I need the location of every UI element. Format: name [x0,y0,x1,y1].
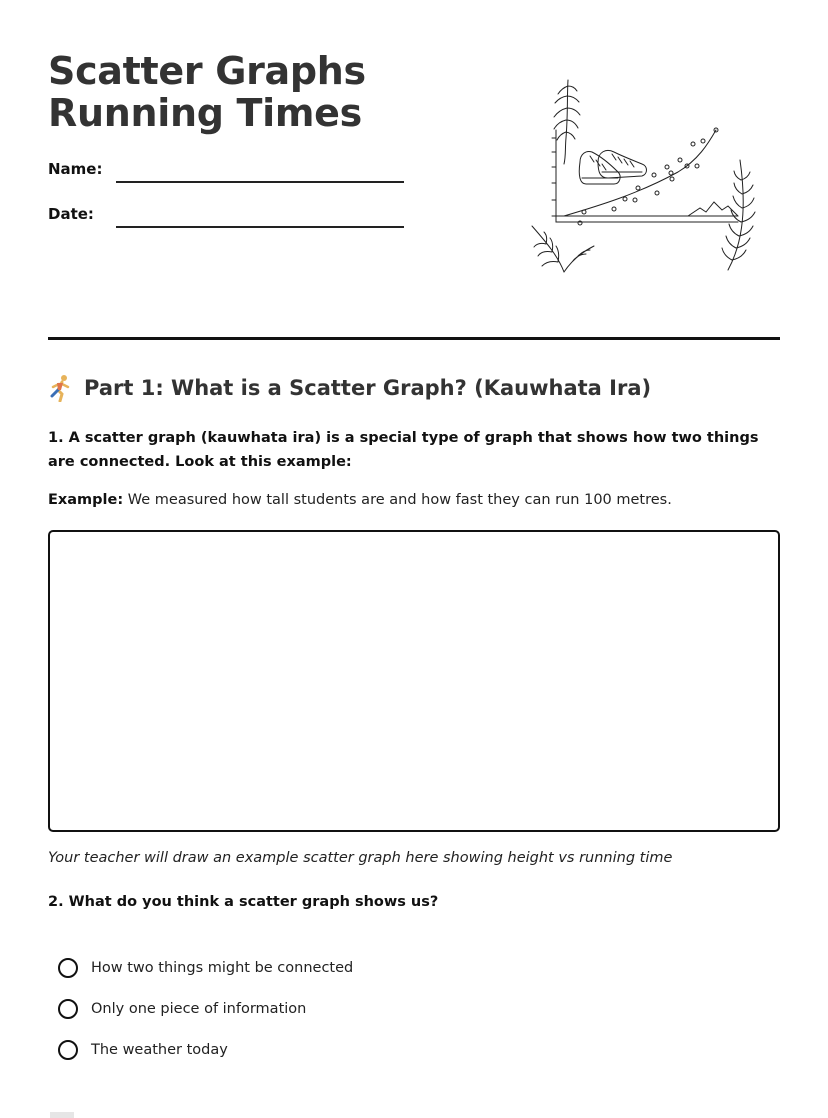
example-label: Example: [48,492,124,508]
option-label: The weather today [91,1042,228,1058]
radio-button[interactable] [58,999,78,1019]
question-2: 2. What do you think a scatter graph shows us? [48,894,439,910]
worksheet-title: Scatter Graphs Running Times [48,49,366,135]
section-divider [48,337,780,340]
radio-button[interactable] [58,958,78,978]
name-field[interactable] [116,181,404,183]
option-one-piece[interactable] [58,999,306,1019]
part1-heading [48,374,651,402]
radio-button[interactable] [58,1040,78,1060]
drawing-caption: Your teacher will draw an example scatter graph here showing height vs running time [48,850,673,866]
option-label: Only one piece of information [91,1001,307,1017]
date-label: Date: [48,205,94,223]
option-connected[interactable] [58,958,353,978]
option-label: How two things might be connected [91,960,354,976]
example-body: We measured how tall students are and how fast they can run 100 metres. [123,492,672,508]
name-label: Name: [48,160,103,178]
option-weather[interactable] [58,1040,228,1060]
scatter-graph-drawing-area[interactable] [48,530,780,832]
example-text [48,492,672,508]
running-person-emoji [48,374,74,402]
part1-heading-text: Part 1: What is a Scatter Graph? (Kauwhata Ira) [84,376,652,400]
date-field[interactable] [116,226,404,228]
question-1: 1. A scatter graph (kauwhata ira) is a special type of graph that shows how two things are connected. Look at this example: [48,430,759,470]
next-section-stub [50,1112,74,1118]
sneakers-scatter-fern-illustration [528,76,768,276]
